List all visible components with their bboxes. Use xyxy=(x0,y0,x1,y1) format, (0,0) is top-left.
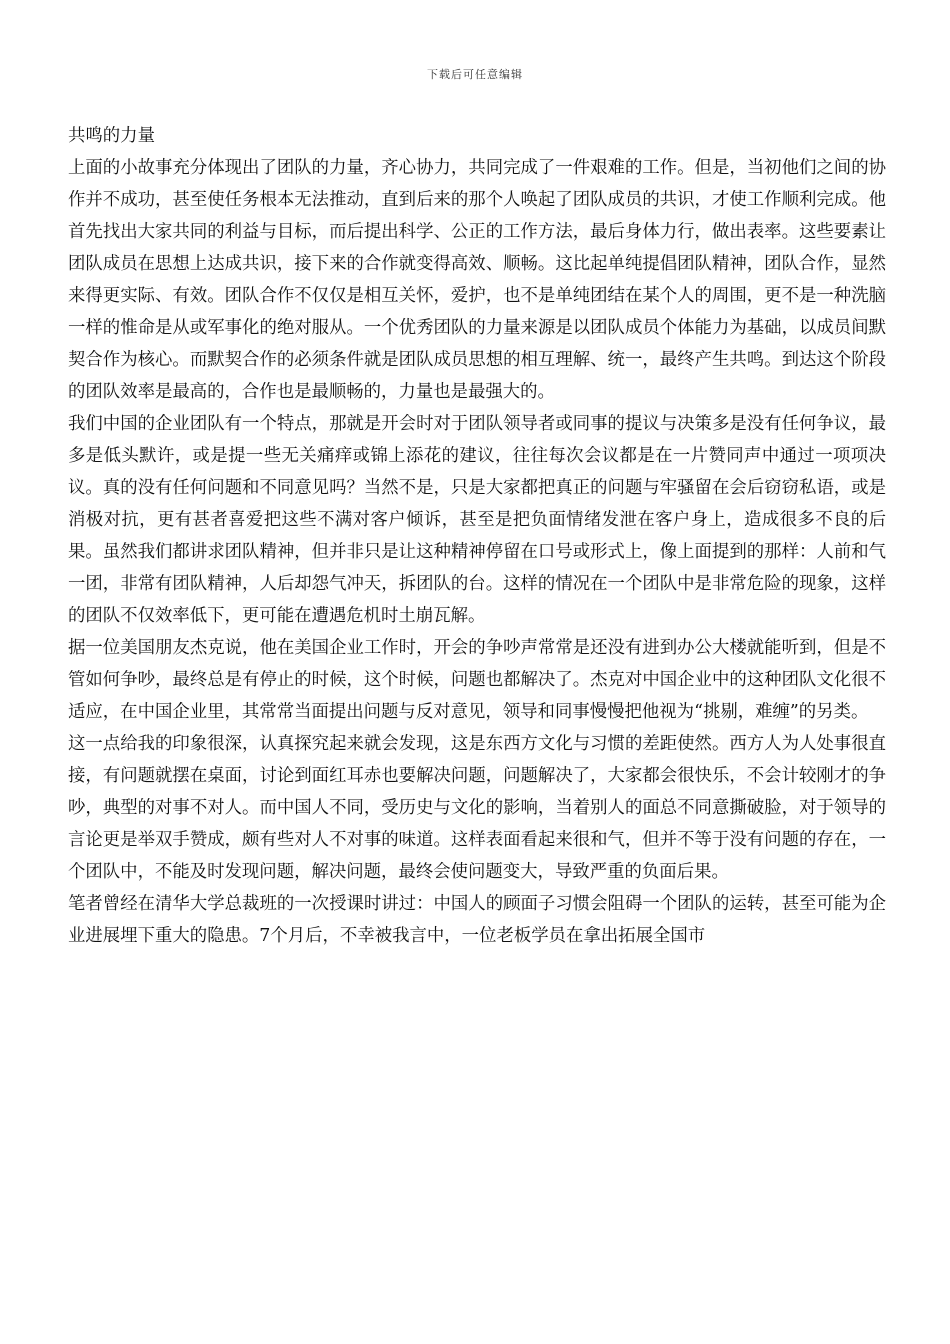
article-title: 共鸣的力量 xyxy=(68,126,155,146)
article-body xyxy=(68,120,886,952)
paragraph-4: 这一点给我的印象很深，认真探究起来就会发现，这是东西方文化与习惯的差距使然。西方人为人处事很直接，有问题就摆在桌面，讨论到面红耳赤也要解决问题，问题解决了，大家都会很快乐，不会计较刚才的争吵，典型的对事不对人。而中国人不同，受历史与文化的影响，当着别人的面总不同意撕破脸，对于领导的言论更是举双手赞成，颇有些对人不对事的味道。这样表面看起来很和气，但并不等于没有问题的存在，一个团队中，不能及时发现问题，解决问题，最终会使问题变大，导致严重的负面后果。 xyxy=(68,734,886,882)
paragraph-2: 我们中国的企业团队有一个特点，那就是开会时对于团队领导者或同事的提议与决策多是没有任何争议，最多是低头默许，或是提一些无关痛痒或锦上添花的建议，往往每次会议都是在一片赞同声中通过一项项决议。真的没有任何问题和不同意见吗？当然不是，只是大家都把真正的问题与牢骚留在会后窃窃私语，或是消极对抗，更有甚者喜爱把这些不满对客户倾诉，甚至是把负面情绪发泄在客户身上，造成很多不良的后果。虽然我们都讲求团队精神，但并非只是让这种精神停留在口号或形式上，像上面提到的那样：人前和气一团，非常有团队精神，人后却怨气冲天，拆团队的台。这样的情况在一个团队中是非常危险的现象，这样的团队不仅效率低下，更可能在遭遇危机时土崩瓦解。 xyxy=(68,414,886,626)
paragraph-5: 笔者曾经在清华大学总裁班的一次授课时讲过：中国人的顾面子习惯会阻碍一个团队的运转，甚至可能为企业进展埋下重大的隐患。7个月后，不幸被我言中，一位老板学员在拿出拓展全国市 xyxy=(68,894,886,946)
paragraph-3: 据一位美国朋友杰克说，他在美国企业工作时，开会的争吵声常常是还没有进到办公大楼就能听到，但是不管如何争吵，最终总是有停止的时候，这个时候，问题也都解决了。杰克对中国企业中的这种团队文化很不适应，在中国企业里，其常常当面提出问题与反对意见，领导和同事慢慢把他视为“挑剔，难缠”的另类。 xyxy=(68,638,886,722)
paragraph-1: 上面的小故事充分体现出了团队的力量，齐心协力，共同完成了一件艰难的工作。但是，当初他们之间的协作并不成功，甚至使任务根本无法推动，直到后来的那个人唤起了团队成员的共识，才使工作顺利完成。他首先找出大家共同的利益与目标，而后提出科学、公正的工作方法，最后身体力行，做出表率。这些要素让团队成员在思想上达成共识，接下来的合作就变得高效、顺畅。这比起单纯提倡团队精神，团队合作，显然来得更实际、有效。团队合作不仅仅是相互关怀，爱护，也不是单纯团结在某个人的周围，更不是一种洗脑一样的惟命是从或军事化的绝对服从。一个优秀团队的力量来源是以团队成员个体能力为基础，以成员间默契合作为核心。而默契合作的必须条件就是团队成员思想的相互理解、统一，最终产生共鸣。到达这个阶段的团队效率是最高的，合作也是最顺畅的，力量也是最强大的。 xyxy=(68,158,886,402)
header-note: 下载后可任意编辑 xyxy=(427,68,523,81)
